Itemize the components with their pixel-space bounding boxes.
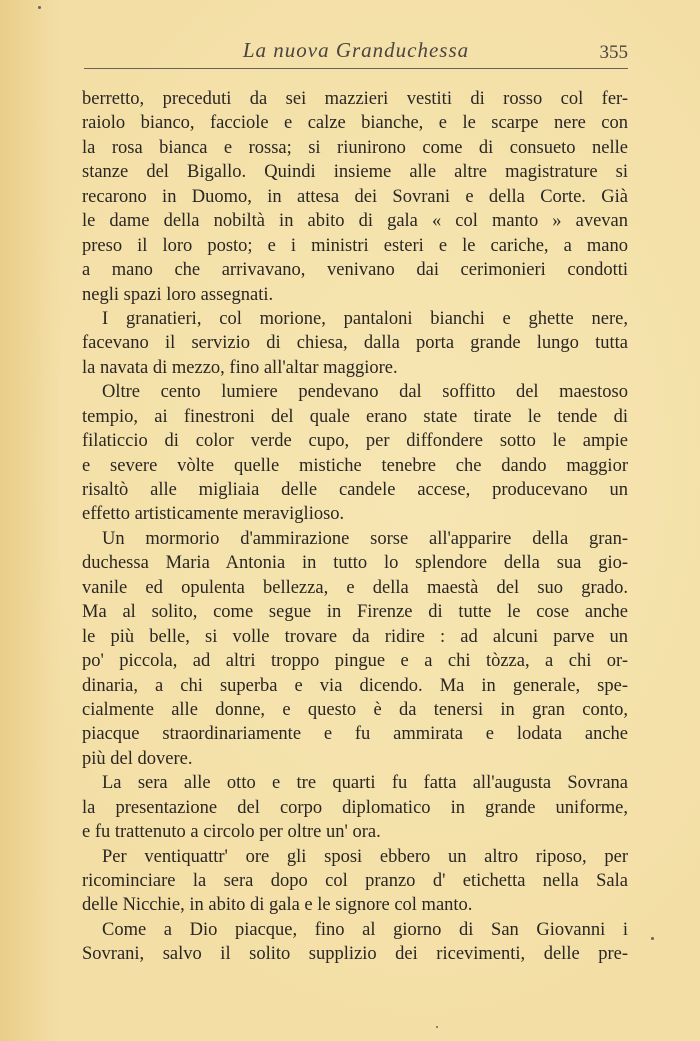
text-line: piacque straordinariamente e fu ammirata e lodata anche — [82, 724, 628, 745]
paper-speck — [38, 6, 41, 9]
text-line: berretto, preceduti da sei mazzieri vestiti di rosso col fer- — [82, 89, 628, 109]
text-line: filaticcio di color verde cupo, per diffondere sotto le ampie — [82, 431, 628, 452]
text-line: la navata di mezzo, fino all'altar maggiore. — [82, 357, 398, 378]
text-line: e fu trattenuto a circolo per oltre un' ora. — [82, 822, 381, 843]
text-line: stanze del Bigallo. Quindi insieme alle altre magistrature si — [82, 162, 628, 183]
header-rule — [84, 68, 628, 69]
text-line: facevano il servizio di chiesa, dalla porta grande lungo tutta — [82, 333, 628, 354]
text-line: recarono in Duomo, in attesa dei Sovrani e della Corte. Già — [82, 186, 628, 207]
paragraph-first-line: Oltre cento lumiere pendevano dal soffitto del maestoso — [102, 382, 628, 403]
text-line: dinaria, a chi superba e via dicendo. Ma in generale, spe- — [82, 675, 628, 696]
paragraph-first-line: I granatieri, col morione, pantaloni bianchi e ghette nere, — [102, 308, 628, 329]
text-line: ricominciare la sera dopo col pranzo d' etichetta nella Sala — [82, 871, 628, 891]
text-line: preso il loro posto; e i ministri esteri e le cariche, a mano — [82, 235, 628, 256]
text-line: cialmente alle donne, e questo è da tenersi in gran conto, — [82, 699, 628, 720]
text-line: la presentazione del corpo diplomatico in grande uniforme, — [82, 797, 628, 818]
text-line: Sovrani, salvo il solito supplizio dei ricevimenti, delle pre- — [82, 944, 628, 965]
text-line: tempio, ai finestroni del quale erano state tirate le tende di — [82, 406, 628, 427]
text-line: delle Nicchie, in abito di gala e le signore col manto. — [82, 895, 473, 916]
text-line: Ma al solito, come segue in Firenze di tutte le cose anche — [82, 602, 628, 623]
text-line: e severe vòlte quelle mistiche tenebre che dando maggior — [82, 455, 628, 476]
text-line: a mano che arrivavano, venivano dai cerimonieri condotti — [82, 260, 628, 281]
text-line: la rosa bianca e rossa; si riunirono come di consueto nelle — [82, 137, 628, 158]
text-line: negli spazi loro assegnati. — [82, 284, 274, 305]
running-head — [84, 38, 628, 68]
paragraph-first-line: Come a Dio piacque, fino al giorno di San Giovanni i — [102, 919, 628, 940]
paragraph-first-line: Per ventiquattr' ore gli sposi ebbero un altro riposo, per — [102, 846, 628, 867]
text-line: effetto artisticamente meraviglioso. — [82, 504, 345, 525]
body-text — [82, 87, 628, 967]
text-line: le dame della nobiltà in abito di gala « col manto » avevan — [82, 211, 628, 232]
paragraph-first-line: La sera alle otto e tre quarti fu fatta all'augusta Sovrana — [102, 773, 628, 794]
page-number: 355 — [599, 42, 628, 63]
paragraph-first-line: Un mormorio d'ammirazione sorse all'apparire della gran- — [102, 528, 628, 549]
text-line: duchessa Maria Antonia in tutto lo splendore della sua gio- — [82, 553, 628, 574]
text-line: vanile ed opulenta bellezza, e della maestà del suo grado. — [82, 577, 628, 598]
paper-speck — [651, 937, 654, 940]
text-line: raiolo bianco, facciole e calze bianche, e le scarpe nere con — [82, 113, 628, 134]
paper-speck — [436, 1026, 438, 1028]
text-line: risaltò alle migliaia delle candele accese, producevano un — [82, 480, 628, 500]
text-line: più del dovere. — [82, 748, 193, 769]
running-title: La nuova Granduchessa — [242, 38, 470, 62]
text-line: po' piccola, ad altri troppo pingue e a chi tòzza, a chi or- — [82, 651, 628, 672]
text-line: le più belle, si volle trovare da ridire : ad alcuni parve un — [82, 626, 628, 647]
